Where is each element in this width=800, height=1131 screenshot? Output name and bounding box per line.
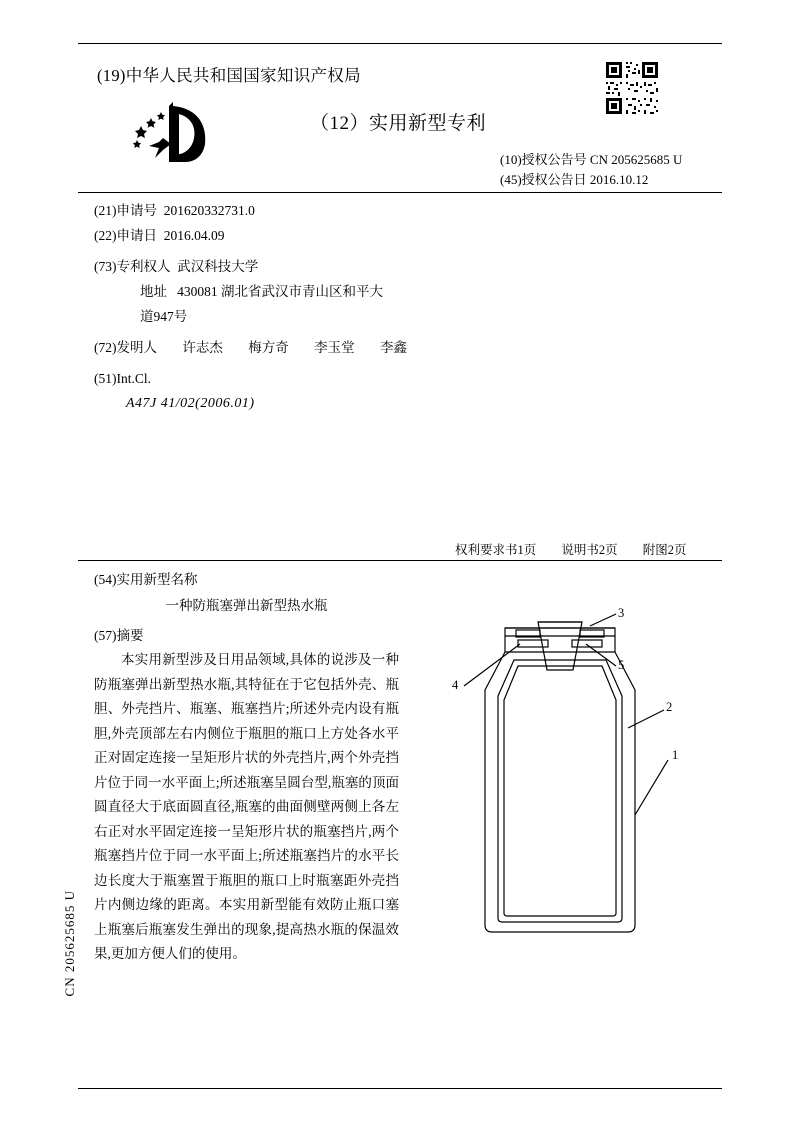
invention-name-value: 一种防瓶塞弹出新型热水瓶 xyxy=(165,598,328,613)
address-row-1 xyxy=(94,279,694,304)
grant-date-label: (45)授权公告日 xyxy=(500,172,587,187)
ipc-label: (51)Int.Cl. xyxy=(94,371,151,386)
application-number-label: (21)申请号 xyxy=(94,203,157,218)
inventor-4: 李鑫 xyxy=(380,340,407,355)
drawings-count: 附图2页 xyxy=(642,543,687,557)
application-number-value: 201620332731.0 xyxy=(163,203,255,218)
inventor-2: 梅方奇 xyxy=(248,340,289,355)
figure-label-3: 3 xyxy=(618,606,625,620)
abstract-label: (57)摘要 xyxy=(94,628,144,643)
figure-label-1: 1 xyxy=(672,748,679,762)
grant-number-line xyxy=(500,150,682,170)
qr-code-icon xyxy=(604,60,660,116)
grant-date-line xyxy=(500,170,682,190)
document-counts xyxy=(455,540,709,558)
abstract-text: 本实用新型涉及日用品领域,具体的说涉及一种防瓶塞弹出新型热水瓶,其特征在于它包括外壳、瓶胆、外壳挡片、瓶塞、瓶塞挡片;所述外壳内设有瓶胆,外壳顶部左右内侧位于瓶胆的瓶口上方处各水平正对固定连接一呈矩形片状的外壳挡片,两个外壳挡片位于同一水平面上;所述瓶塞呈圆台型,瓶塞的顶面圆直径大于底面圆直径,瓶塞的曲面侧壁两侧上各左右正对水平固定连接一呈矩形片状的瓶塞挡片,两个瓶塞挡片位于同一水平面上;所述瓶塞挡片的水平长边长度大于瓶塞置于瓶胆的瓶口上时瓶塞距外壳挡片内侧边缘的距离。本实用新型能有效防止瓶口塞上瓶塞后瓶塞发生弹出的现象,提高热水瓶的保温效果,更加方便人们的使用。 xyxy=(94,652,399,961)
grant-number-value: CN 205625685 U xyxy=(589,152,683,167)
frame-mid-rule xyxy=(78,192,722,193)
patent-type-title: （12）实用新型专利 xyxy=(310,113,487,134)
figure-label-5: 5 xyxy=(618,658,625,672)
bibliographic-block xyxy=(94,198,694,416)
invention-name-label: (54)实用新型名称 xyxy=(94,572,198,587)
grant-info-block xyxy=(500,150,682,190)
applicant-value: 武汉科技大学 xyxy=(177,259,259,274)
applicant-label: (73)专利权人 xyxy=(94,259,171,274)
inventor-3: 李玉堂 xyxy=(314,340,355,355)
claims-count: 权利要求书1页 xyxy=(455,543,537,557)
address-line-2: 道947号 xyxy=(140,309,188,324)
application-date-value: 2016.04.09 xyxy=(163,228,225,243)
address-line-1: 430081 湖北省武汉市青山区和平大 xyxy=(177,284,383,299)
figure-label-2: 2 xyxy=(666,700,673,714)
grant-number-label: (10)授权公告号 xyxy=(500,152,587,167)
abstract-section xyxy=(94,568,399,967)
applicant-row xyxy=(94,254,694,279)
figure-label-4: 4 xyxy=(452,678,459,692)
frame-top-rule xyxy=(78,43,722,44)
cnipa-emblem-icon xyxy=(133,100,229,166)
frame-bottom-rule xyxy=(78,1088,722,1089)
thermos-bottle-drawing xyxy=(430,600,710,940)
application-date-label: (22)申请日 xyxy=(94,228,157,243)
address-row-2 xyxy=(94,304,694,329)
application-number-row xyxy=(94,198,694,223)
application-date-row xyxy=(94,223,694,248)
inventor-label: (72)发明人 xyxy=(94,340,157,355)
ipc-value: A47J 41/02(2006.01) xyxy=(126,396,255,411)
ipc-row xyxy=(94,366,694,391)
inventor-1: 许志杰 xyxy=(182,340,223,355)
frame-separator-rule xyxy=(78,560,722,561)
grant-date-value: 2016.10.12 xyxy=(589,172,649,187)
address-label: 地址 xyxy=(140,284,167,299)
description-count: 说明书2页 xyxy=(561,543,618,557)
side-publication-code: CN 205625685 U xyxy=(62,890,77,997)
inventor-row xyxy=(94,335,694,360)
country-office-line: (19)中华人民共和国国家知识产权局 xyxy=(97,66,361,85)
